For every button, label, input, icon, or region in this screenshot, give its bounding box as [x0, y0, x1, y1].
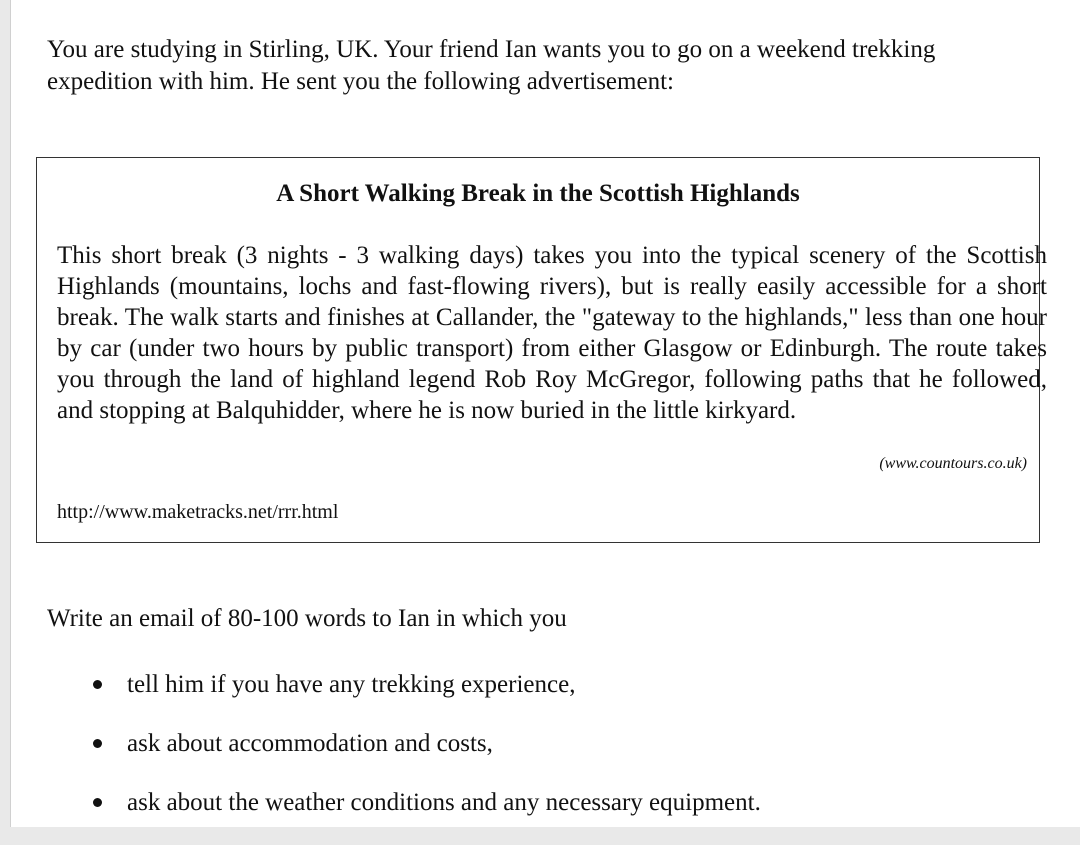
- bullet-icon: [93, 798, 102, 807]
- advertisement-body: This short break (3 nights - 3 walking days) takes you into the typical scenery of the Scottish Highlands (mountains, lochs and fast-flowing rivers), but is really easily accessible for a short break. The walk starts and finishes at Callander, the "gateway to the highlands," less than one hour by car (under two hours by public transport) from either Glasgow or Edinburgh. The route takes you through the land of highland legend Rob Roy McGregor, following paths that he followed, and stopping at Balquhidder, where he is now buried in the little kirkyard.: [57, 242, 1047, 424]
- bullet-text: ask about the weather conditions and any necessary equipment.: [127, 789, 761, 816]
- bullet-text: tell him if you have any trekking experience,: [127, 671, 576, 698]
- task-instruction: Write an email of 80-100 words to Ian in which you: [47, 605, 567, 632]
- document-page: [10, 0, 1080, 827]
- bullet-text: ask about accommodation and costs,: [127, 730, 493, 757]
- advertisement-source: (www.countours.co.uk): [879, 455, 1027, 472]
- intro-paragraph: You are studying in Stirling, UK. Your friend Ian wants you to go on a weekend trekking expedition with him. He sent you the following advertisement:: [47, 36, 936, 95]
- advertisement-title: A Short Walking Break in the Scottish Highlands: [276, 180, 800, 207]
- advertisement-box: [36, 157, 1047, 543]
- advertisement-url: http://www.maketracks.net/rrr.html: [57, 501, 339, 523]
- bullet-icon: [93, 680, 102, 689]
- bullet-icon: [93, 739, 102, 748]
